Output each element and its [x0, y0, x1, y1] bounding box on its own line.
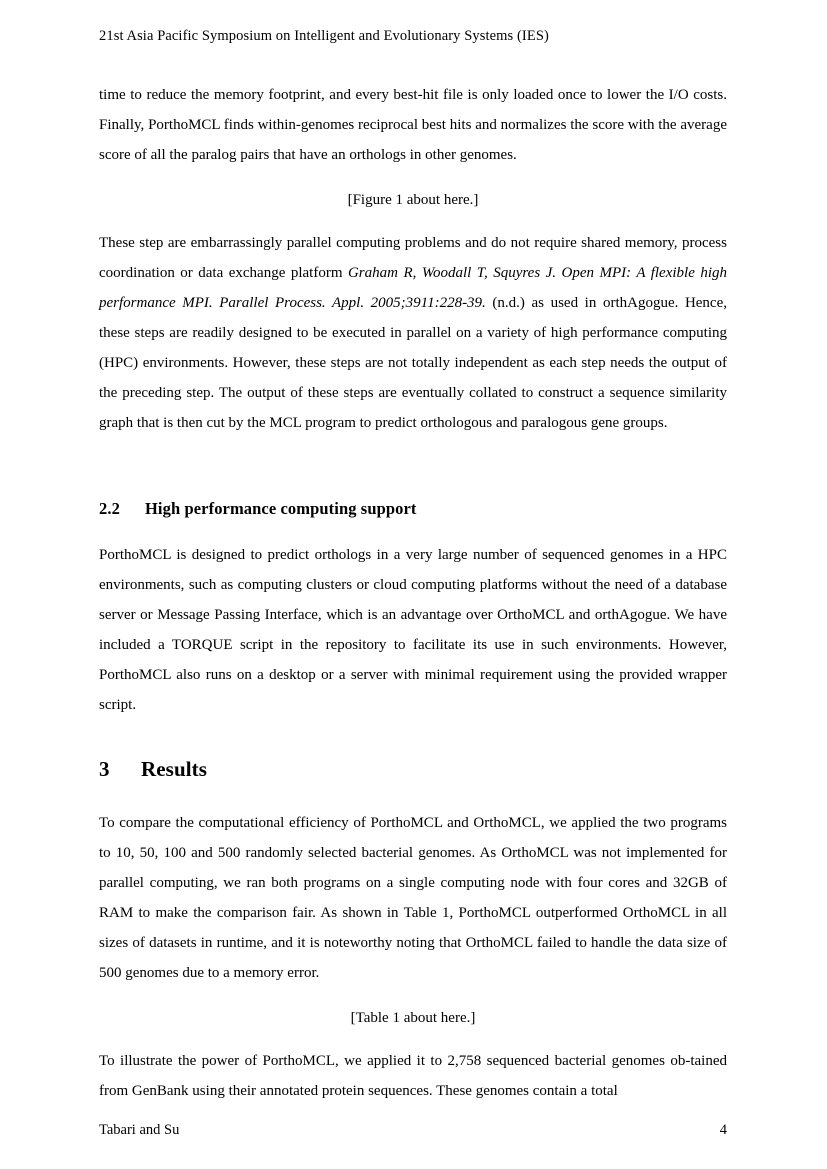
- section-title-2-2: High performance computing support: [145, 499, 417, 518]
- section-heading-3: [99, 755, 727, 783]
- paragraph-results: To compare the computational efficiency of PorthoMCL and OrthoMCL, we applied the two programs to 10, 50, 100 and 500 randomly selected bacterial genomes. As OrthoMCL was not implemented for parallel computing, we ran both programs on a single computing node with four cores and 32GB of RAM to make the comparison fair. As shown in Table 1, PorthoMCL outperformed OrthoMCL in all sizes of datasets in runtime, and it is noteworthy noting that OrthoMCL failed to handle the data size of 500 genomes due to a memory error.: [99, 815, 727, 981]
- figure-placeholder-note: [Figure 1 about here.]: [347, 192, 479, 208]
- running-head: 21st Asia Pacific Symposium on Intelligent and Evolutionary Systems (IES): [99, 28, 549, 44]
- inline-citation-italic: Graham R, Woodall T, Squyres J. Open MPI: A flexible high performance MPI. Parallel Process. Appl. 2005;3911:228-39.: [99, 265, 727, 311]
- paragraph-hpc-block: [99, 540, 727, 720]
- section-22-heading-block: [99, 497, 727, 521]
- section-3-heading-block: [99, 755, 727, 783]
- section-heading-2-2: [99, 497, 727, 521]
- paragraph-hpc: PorthoMCL is designed to predict orthologs in a very large number of sequenced genomes in a HPC environments, such as computing clusters or cloud computing platforms without the need of a database server or Message Passing Interface, which is an advantage over OrthoMCL and orthAgogue. We have included a TORQUE script in the repository to facilitate its use in such environments. However, PorthoMCL also runs on a desktop or a server with minimal requirement using the provided wrapper script.: [99, 547, 727, 713]
- paragraph-parallel: [99, 228, 727, 438]
- paragraph-continued-block: [99, 80, 727, 170]
- footer-page-number: 4: [719, 1122, 727, 1138]
- footer-authors: Tabari and Su: [99, 1122, 180, 1138]
- paragraph-parallel-tail: (n.d.) as used in orthAgogue. Hence, these steps are readily designed to be executed in parallel on a variety of high performance computing (HPC) environments. However, these steps are not totally independent as each step needs the output of the preceding step. The output of these steps are eventually collated to construct a sequence similarity graph that is then cut by the MCL program to predict orthologous and paralogous gene groups.: [99, 295, 727, 431]
- figure-placeholder-block: [99, 185, 727, 215]
- section-title-3: Results: [141, 757, 208, 781]
- paragraph-illustrate-block: [99, 1046, 727, 1106]
- paragraph-illustrate: To illustrate the power of PorthoMCL, we applied it to 2,758 sequenced bacterial genomes ob-tained from GenBank using their annotated protein sequences. These genomes contain a total: [99, 1053, 727, 1099]
- page-footer: [99, 1120, 727, 1140]
- paragraph-continued: time to reduce the memory footprint, and every best-hit file is only loaded once to lower the I/O costs. Finally, PorthoMCL finds within-genomes reciprocal best hits and normalizes the score with the average score of all the paralog pairs that have an orthologs in other genomes.: [99, 87, 727, 163]
- paragraph-results-block: [99, 808, 727, 988]
- table-placeholder-block: [99, 1003, 727, 1033]
- section-number-2-2: 2.2: [99, 499, 120, 518]
- paragraph-parallel-lead: These step are embarrassingly parallel computing problems and do not require shared memory, process coordination or data exchange platform: [99, 235, 727, 281]
- table-placeholder-note: [Table 1 about here.]: [350, 1010, 476, 1026]
- section-number-3: 3: [99, 757, 110, 781]
- paragraph-parallel-block: [99, 228, 727, 438]
